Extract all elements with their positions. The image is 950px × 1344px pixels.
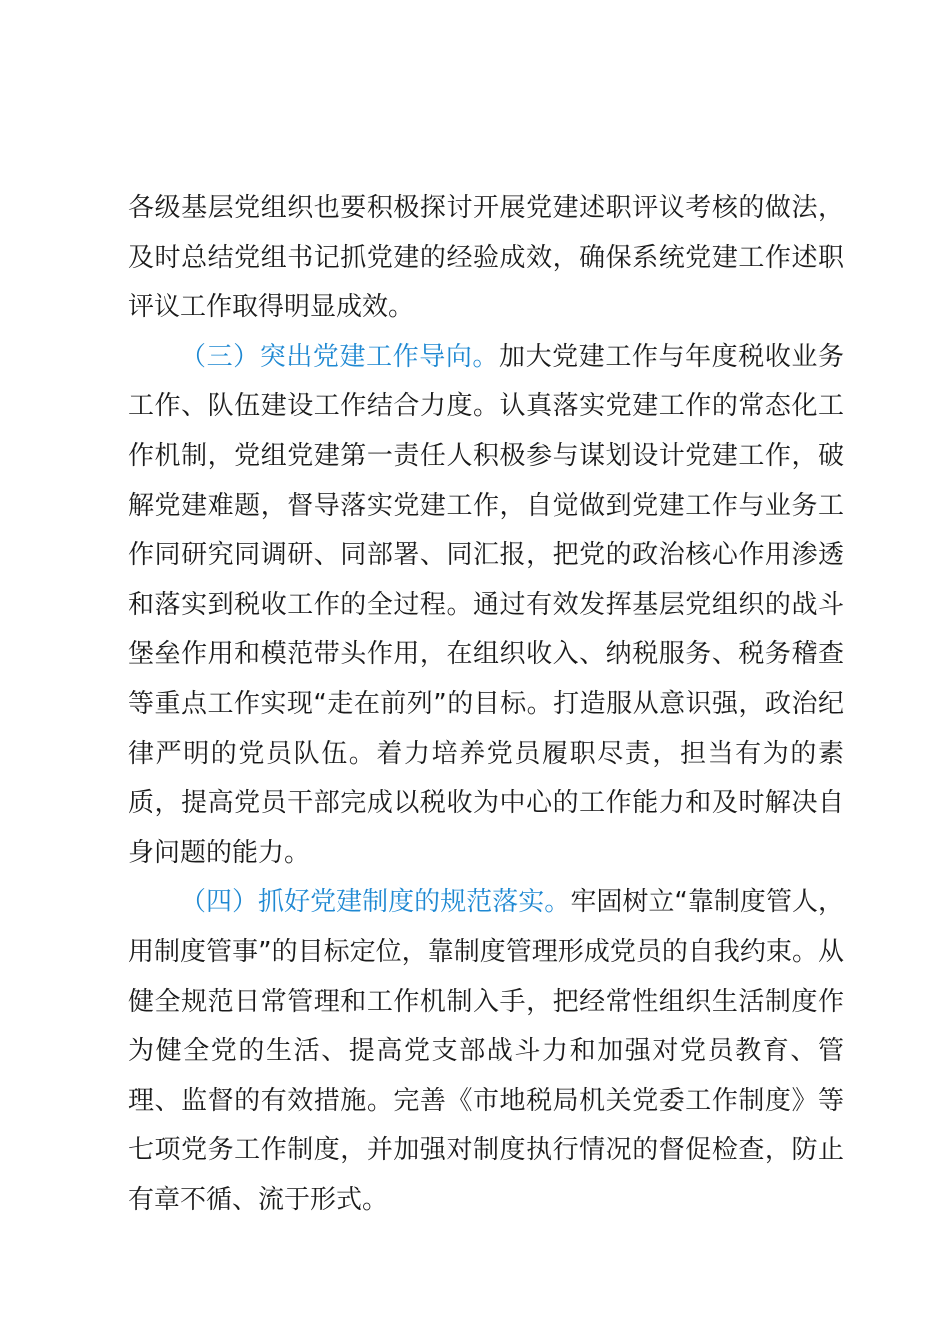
section-heading-3: （三）突出党建工作导向。 xyxy=(180,341,499,372)
paragraph-3 xyxy=(128,878,844,1225)
paragraph-1 xyxy=(128,184,844,333)
section-heading-4: （四）抓好党建制度的规范落实。 xyxy=(180,887,571,918)
paragraph-2 xyxy=(128,333,844,879)
paragraph-1-text: 各级基层党组织也要积极探讨开展党建述职评议考核的做法，及时总结党组书记抓党建的经验成效，确保系统党建工作述职评议工作取得明显成效。 xyxy=(128,193,844,323)
paragraph-3-text: 牢固树立“靠制度管人，用制度管事”的目标定位，靠制度管理形成党员的自我约束。从健全规范日常管理和工作机制入手，把经常性组织生活制度作为健全党的生活、提高党支部战斗力和加强对党员教育、管理、监督的有效措施。完善《市地税局机关党委工作制度》等七项党务工作制度，并加强对制度执行情况的督促检查，防止有章不循、流于形式。 xyxy=(128,887,844,1215)
document-body xyxy=(128,184,844,1225)
paragraph-2-text: 加大党建工作与年度税收业务工作、队伍建设工作结合力度。认真落实党建工作的常态化工作机制，党组党建第一责任人积极参与谋划设计党建工作，破解党建难题，督导落实党建工作，自觉做到党建工作与业务工作同研究同调研、同部署、同汇报，把党的政治核心作用渗透和落实到税收工作的全过程。通过有效发挥基层党组织的战斗堡垒作用和模范带头作用，在组织收入、纳税服务、税务稽查等重点工作实现“走在前列”的目标。打造服从意识强，政治纪律严明的党员队伍。着力培养党员履职尽责，担当有为的素质，提高党员干部完成以税收为中心的工作能力和及时解决自身问题的能力。 xyxy=(128,341,844,868)
